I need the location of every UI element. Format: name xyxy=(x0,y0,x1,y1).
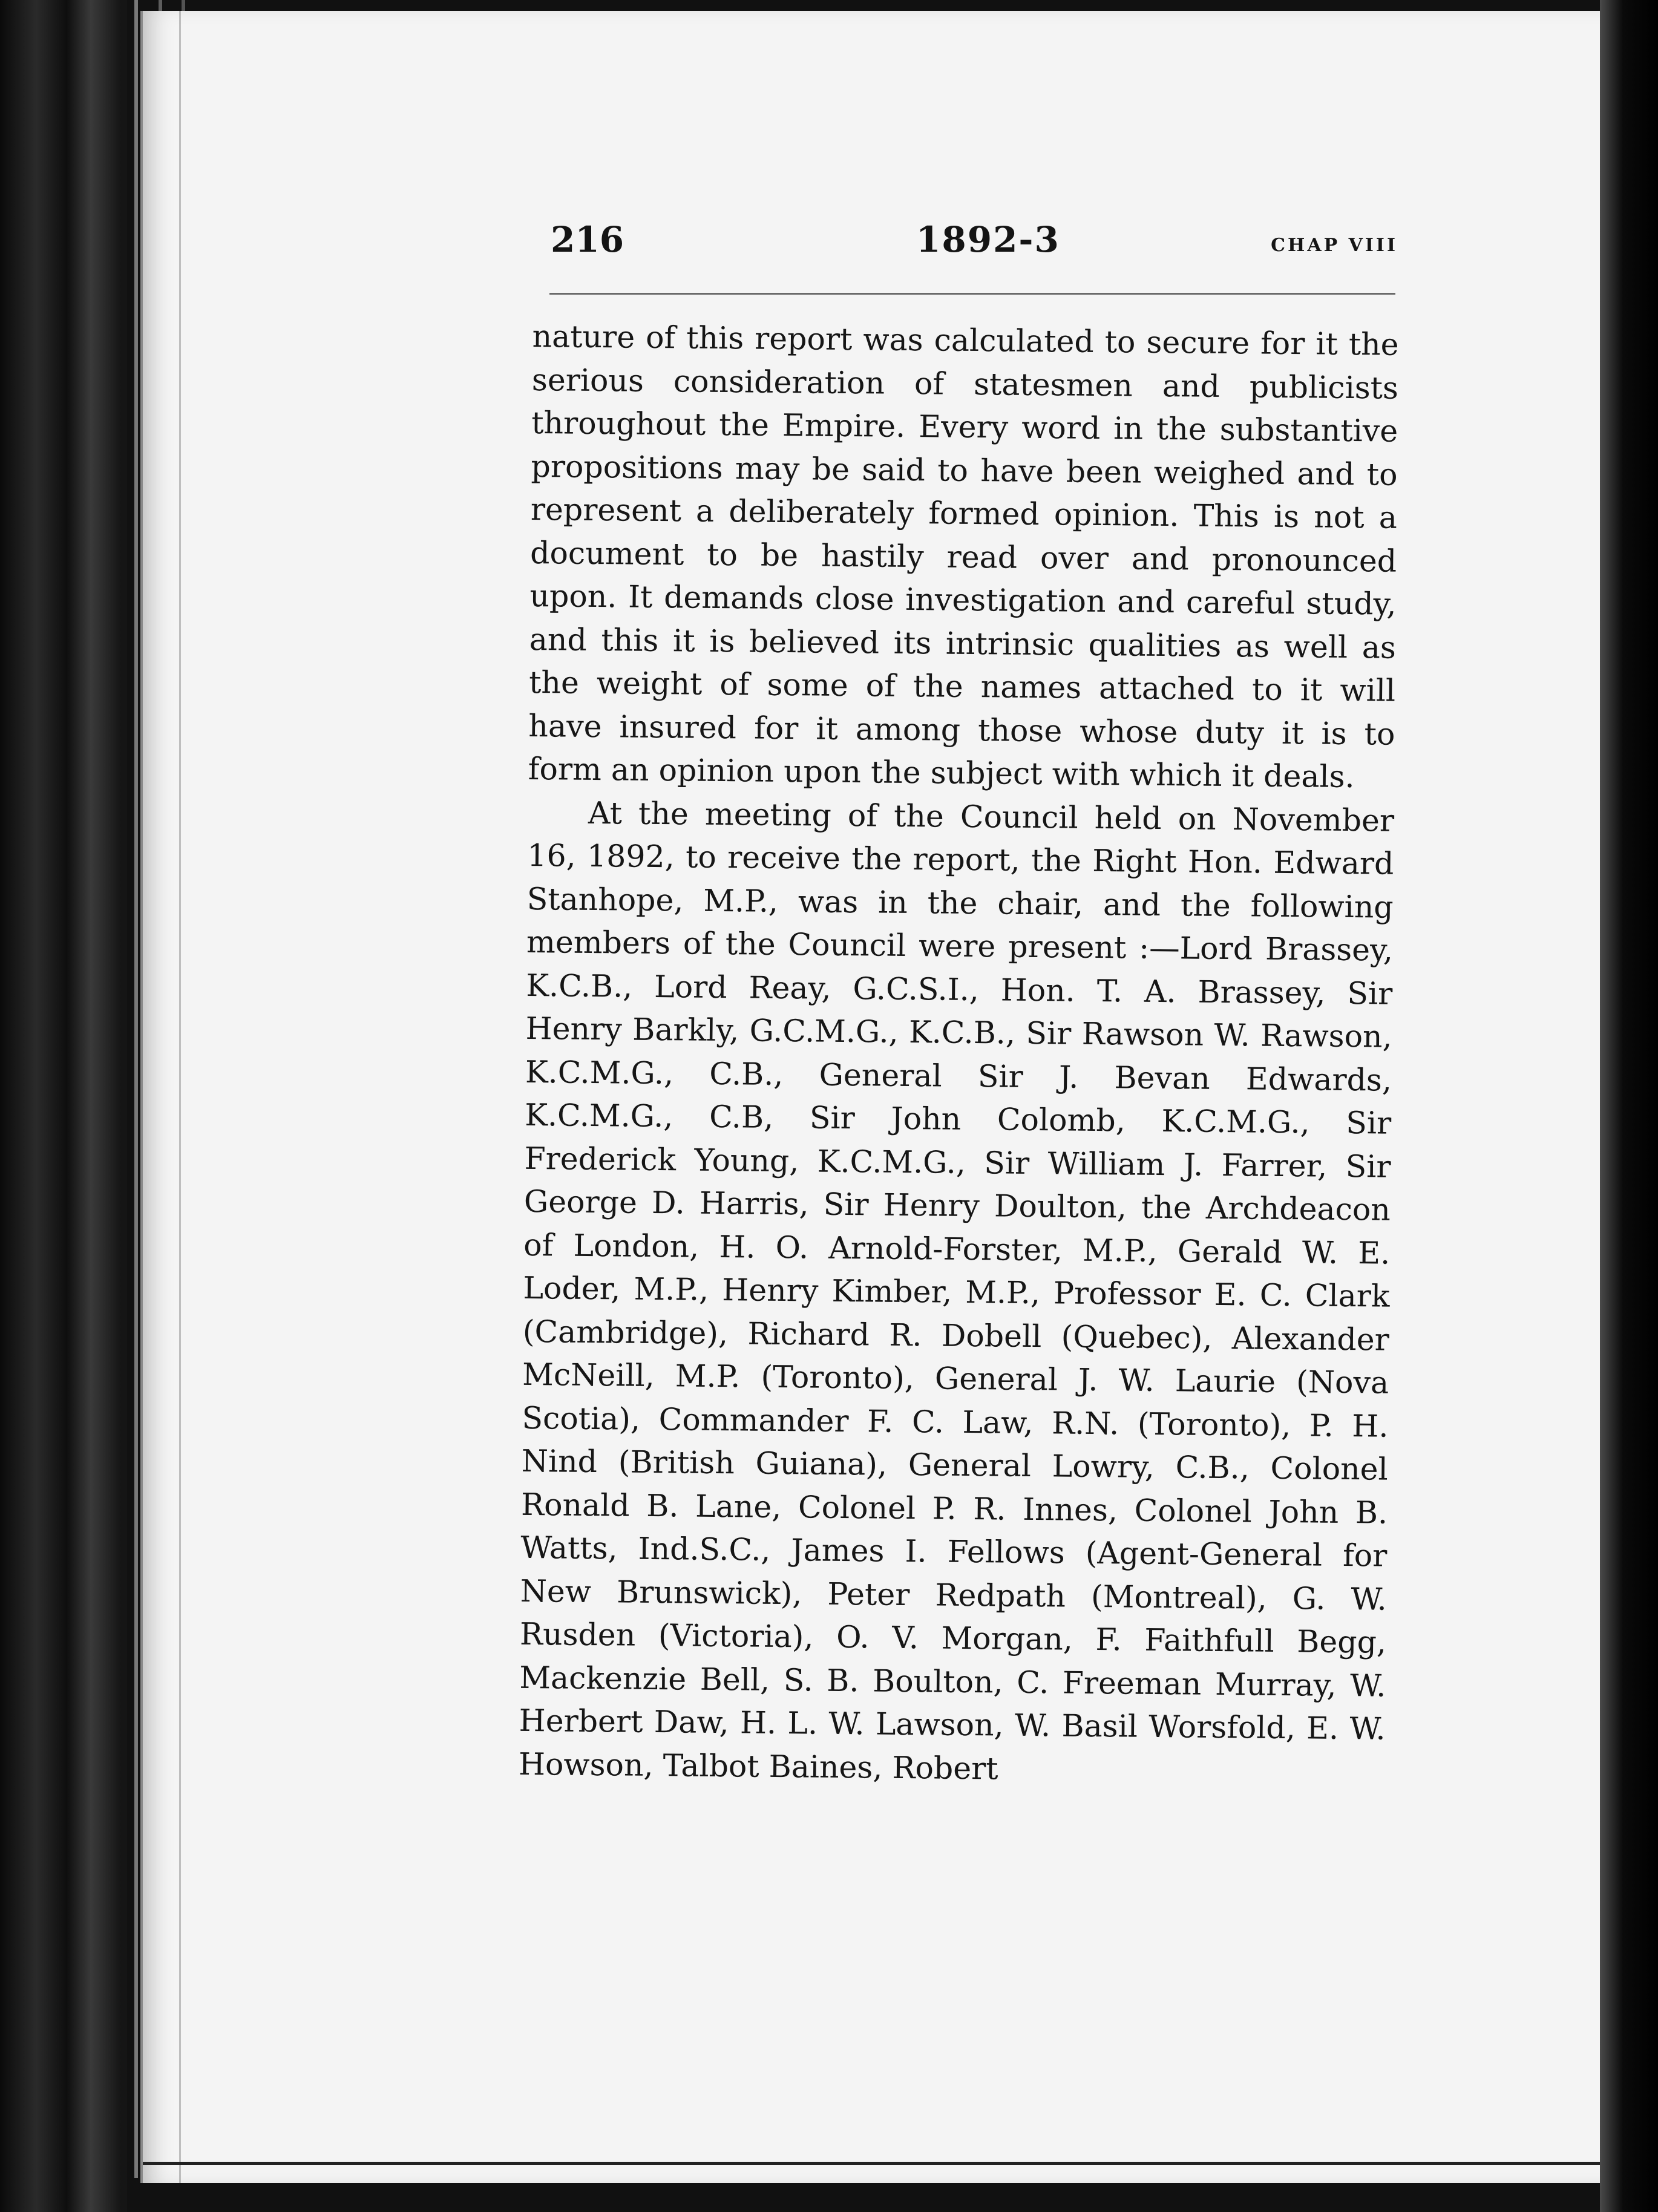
page-edge-line xyxy=(134,0,138,2178)
page-gutter-rule xyxy=(179,11,181,2183)
page-number: 216 xyxy=(551,219,624,260)
chapter-label: CHAP VIII xyxy=(1271,235,1398,256)
scan-right-border xyxy=(1600,0,1658,2212)
running-head-years: 1892-3 xyxy=(916,219,1060,260)
body-text xyxy=(519,315,1399,1794)
paragraph: nature of this report was calculated to secure for it the serious consideration of statesmen and publicists throughout the Empire. Every word in the substantive propositions may be said to have been weighed and to represent a deliberately formed opinion. This is not a document to be hastily read over and pronounced upon. It demands close investigation and careful study, and this it is believed its intrinsic qualities as well as the weight of some of the names attached to it will have insured for it among those whose duty it is to form an opinion upon the subject with which it deals. xyxy=(528,318,1399,795)
book-spine-edge xyxy=(0,0,127,2212)
paragraph: At the meeting of the Council held on November 16, 1892, to receive the report, the Right Hon. Edward Stanhope, M.P., was in the chair, and the following members of the Council were present :—Lord Brassey, K.C.B., Lord Reay, G.C.S.I., Hon. T. A. Brassey, Sir Henry Barkly, G.C.M.G., K.C.B., Sir Rawson W. Rawson, K.C.M.G., C.B., General Sir J. Bevan Edwards, K.C.M.G., C.B, Sir John Colomb, K.C.M.G., Sir Frederick Young, K.C.M.G., Sir William J. Farrer, Sir George D. Harris, Sir Henry Doulton, the Archdeacon of London, H. O. Arnold-Forster, M.P., Gerald W. E. Loder, M.P., Henry Kimber, M.P., Professor E. C. Clark (Cambridge), Richard R. Dobell (Quebec), Alexander McNeill, M.P. (Toronto), General J. W. Laurie (Nova Scotia), Commander F. C. Law, R.N. (Toronto), P. H. Nind (British Guiana), General Lowry, C.B., Colonel Ronald B. Lane, Colonel P. R. Innes, Colonel John B. Watts, Ind.S.C., James I. Fellows (Agent-General for New Brunswick), Peter Redpath (Montreal), G. W. Rusden (Victoria), O. V. Morgan, F. Faithfull Begg, Mackenzie Bell, S. B. Boulton, C. Freeman Murray, W. Herbert Daw, H. L. W. Lawson, W. Basil Worsfold, E. W. Howson, Talbot Baines, Robert xyxy=(518,794,1395,1786)
header-rule xyxy=(549,293,1395,295)
page-header xyxy=(551,219,1398,267)
page-bottom-edge xyxy=(143,2162,1602,2165)
